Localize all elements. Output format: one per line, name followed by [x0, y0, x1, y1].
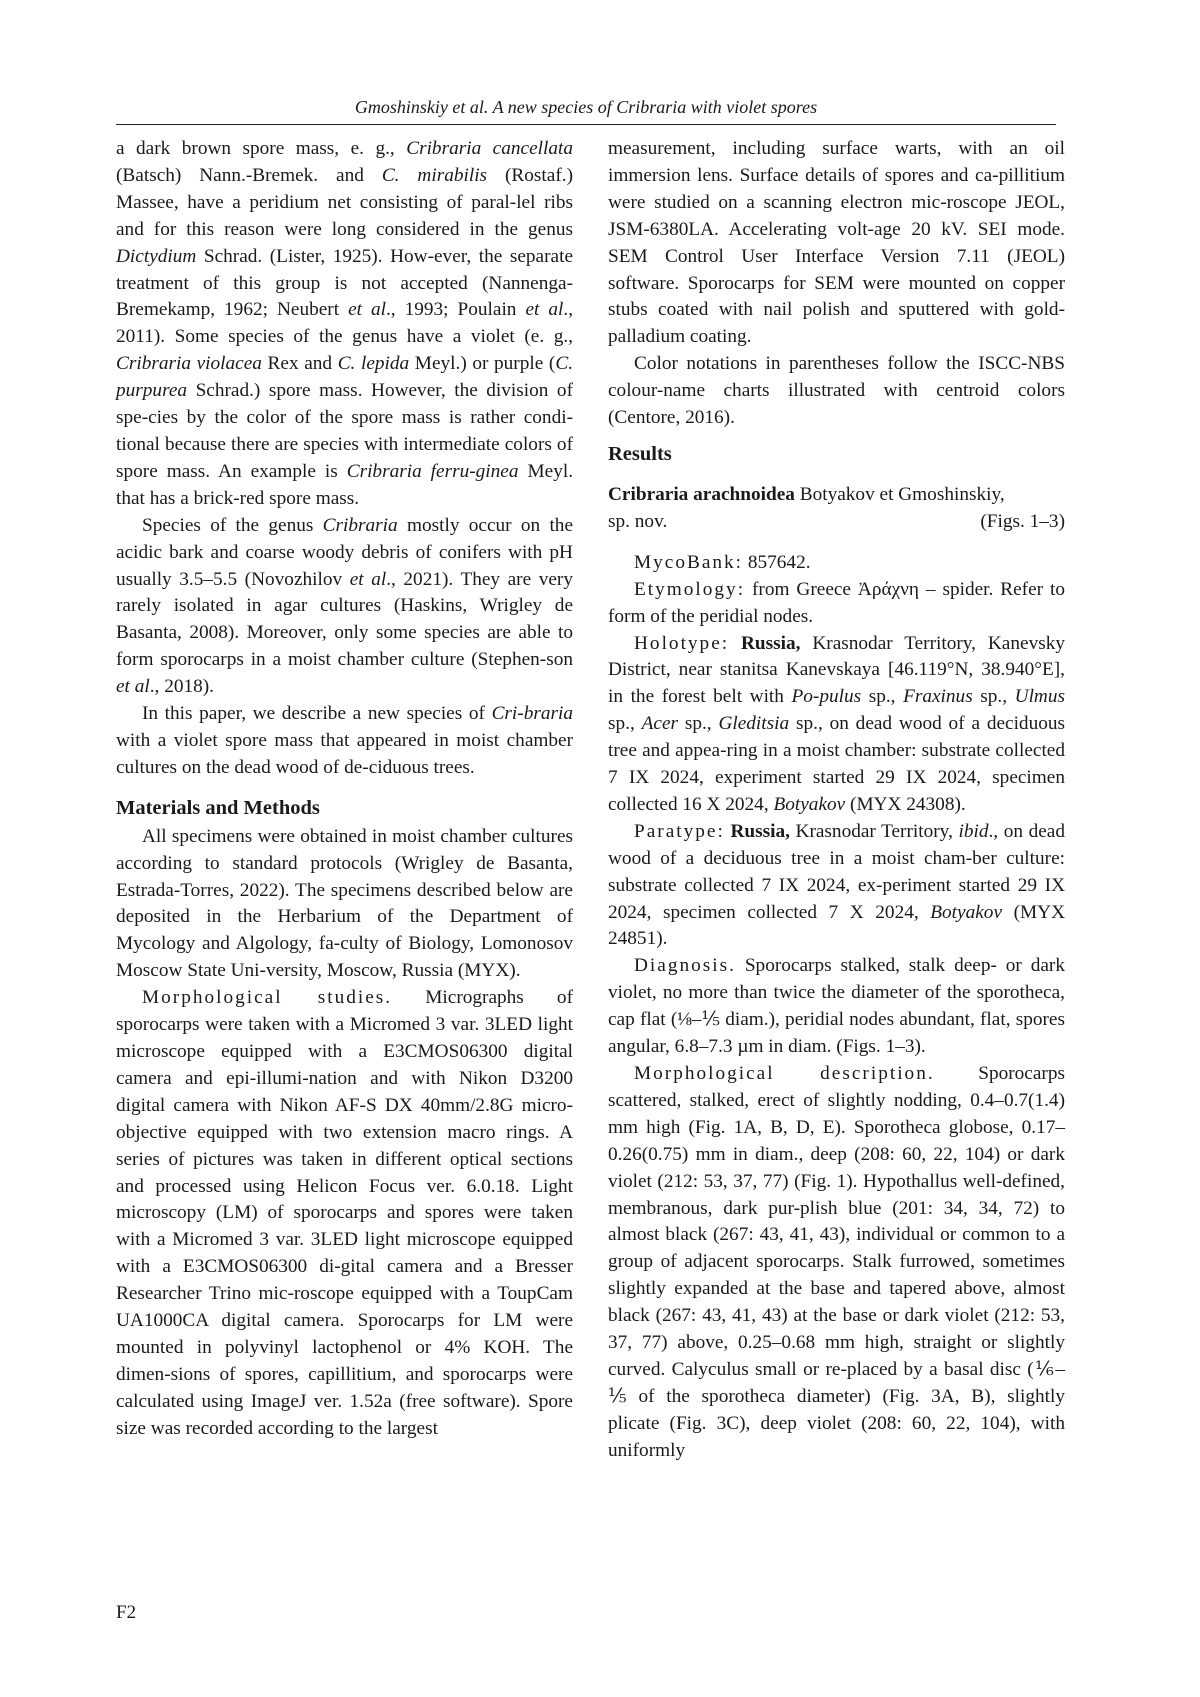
methods-heading: Materials and Methods: [116, 796, 320, 819]
left-column: [116, 136, 573, 1443]
right-column: [608, 136, 1065, 1465]
intro-paragraph-3: In this paper, we describe a new species of Cri-braria with a violet spore mass that appeared in moist chamber cultures on the dead wood of de-ciduous trees.: [116, 703, 573, 778]
species-title-line-2: sp. nov. (Figs. 1–3): [608, 510, 1065, 532]
intro-paragraph-2: Species of the genus Cribraria mostly occur on the acidic bark and coarse woody debris of conifers with pH usually 3.5–5.5 (Novozhilov et al., 2021). They are very rarely isolated in agar cultures (Haskins, Wrigley de Basanta, 2008). Moreover, only some species are able to form sporocarps in a moist chamber culture (Stephen-son et al., 2018).: [116, 514, 574, 698]
species-name: Cribraria arachnoidea: [608, 483, 795, 505]
results-heading: Results: [608, 442, 672, 465]
holotype-paragraph: Holotype: Russia, Krasnodar Territory, Kanevsky District, near stanitsa Kanevskaya [46.119°N, 38.940°E], in the forest belt with Po-pulus sp., Fraxinus sp., Ulmus sp., Acer sp., Gleditsia sp., on dead wood of a deciduous tree and appea-ring in a moist chamber: substrate collected 7 IX 2024, experiment started 29 IX 2024, specimen collected 16 X 2024, Botyakov (MYX 24308).: [608, 632, 1065, 815]
morphological-description-paragraph: Morphological description. Sporocarps scattered, stalked, erect of slightly nodding, 0.4–0.7(1.4) mm high (Fig. 1A, B, D, E). Sporotheca globose, 0.17–0.26(0.75) mm in diam., deep (208: 60, 22, 104) or dark violet (212: 53, 37, 77) (Fig. 1). Hypothallus well-defined, membranous, dark pur-plish blue (201: 34, 34, 72) to almost black (267: 43, 41, 43), individual or common to a group of adjacent sporocarps. Stalk furrowed, sometimes slightly expanded at the base and tapered above, almost black (267: 43, 41, 43) at the base or dark violet (212: 53, 37, 77) above, 0.25–0.68 mm high, straight or slightly curved. Calyculus small or re-placed by a basal disc (⅙–⅕ of the sporotheca diameter) (Fig. 3A, B), slightly plicate (Fig. 3C), deep violet (208: 60, 22, 104), with uniformly: [608, 1063, 1065, 1461]
methods-paragraph: All specimens were obtained in moist chamber cultures according to standard protocols (Wrigley de Basanta, Estrada-Torres, 2022). The specimens described below are deposited in the Herbarium of the Department of Mycology and Algology, fa-culty of Biology, Lomonosov Moscow State Uni-versity, Moscow, Russia (MYX).: [116, 825, 573, 982]
color-notations-paragraph: Color notations in parentheses follow the ISCC-NBS colour-name charts illustrated with centroid colors (Centore, 2016).: [608, 353, 1065, 429]
morphological-studies-paragraph: Morphological studies. Micrographs of sporocarps were taken with a Micromed 3 var. 3LED light microscope equipped with a E3CMOS06300 digital camera and epi-illumi-nation and with Nikon D3200 digital camera with Nikon AF-S DX 40mm/2.8G micro-objective equipped with two extension macro rings. A series of pictures was taken in different optical sections and processed using Helicon Focus ver. 6.0.18. Light microscopy (LM) of sporocarps and spores were taken with a Micromed 3 var. 3LED light microscope equipped with a E3CMOS06300 di-gital camera and a Bresser Researcher Trino mic-roscope equipped with a ToupCam UA1000CA digital camera. Sporocarps for LM were mounted in polyvinyl lactophenol or 4% KOH. The dimen-sions of spores, capillitium, and sporocarps were calculated using ImageJ ver. 1.52a (free software). Spore size was recorded according to the largest: [116, 987, 573, 1439]
page-number: F2: [116, 1602, 137, 1623]
paratype-paragraph: Paratype: Russia, Krasnodar Territory, ibid., on dead wood of a deciduous tree in a moist cham-ber culture: substrate collected 7 IX 2024, ex-periment started 29 IX 2024, specimen collected 7 X 2024, Botyakov (MYX 24851).: [608, 820, 1066, 950]
methods-continued-paragraph: measurement, including surface warts, with an oil immersion lens. Surface details of spores and ca-pillitium were studied on a scanning electron mic-roscope JEOL, JSM-6380LA. Accelerating volt-age 20 kV. SEI mode. SEM Control User Interface Version 7.11 (JEOL) software. Sporocarps for SEM were mounted on copper stubs coated with nail polish and sputtered with gold-palladium coating.: [608, 138, 1065, 348]
etymology-paragraph: Etymology: from Greece Ἀράχνη – spider. Refer to form of the peridial nodes.: [608, 578, 1065, 627]
diagnosis-paragraph: Diagnosis. Sporocarps stalked, stalk deep- or dark violet, no more than twice the diameter of the sporotheca, cap flat (⅛–⅕ diam.), peridial nodes abundant, flat, spores angular, 6.8–7.3 µm in diam. (Figs. 1–3).: [608, 955, 1065, 1058]
intro-paragraph-1: a dark brown spore mass, e. g., Cribraria cancellata (Batsch) Nann.-Bremek. and C. mirabilis (Rostaf.) Massee, have a peridium net consisting of paral-lel ribs and for this reason were long considered in the genus Dictydium Schrad. (Lister, 1925). How-ever, the separate treatment of this group is not accepted (Nannenga-Bremekamp, 1962; Neubert et al., 1993; Poulain et al., 2011). Some species of the genus have a violet (e. g., Cribraria violacea Rex and C. lepida Meyl.) or purple (C. purpurea Schrad.) spore mass. However, the division of spe-cies by the color of the spore mass is rather condi-tional because there are species with intermediate colors of spore mass. An example is Cribraria ferru-ginea Meyl. that has a brick-red spore mass.: [116, 138, 574, 509]
morphological-studies-label: Morphological studies.: [142, 987, 393, 1009]
running-title: Gmoshinskiy et al. A new species of Cribraria with violet spores: [354, 97, 818, 117]
species-title: Cribraria arachnoidea Botyakov et Gmoshinskiy,: [608, 483, 1005, 505]
running-header: [116, 94, 1056, 125]
mycobank-line: MycoBank: 857642.: [634, 551, 811, 573]
